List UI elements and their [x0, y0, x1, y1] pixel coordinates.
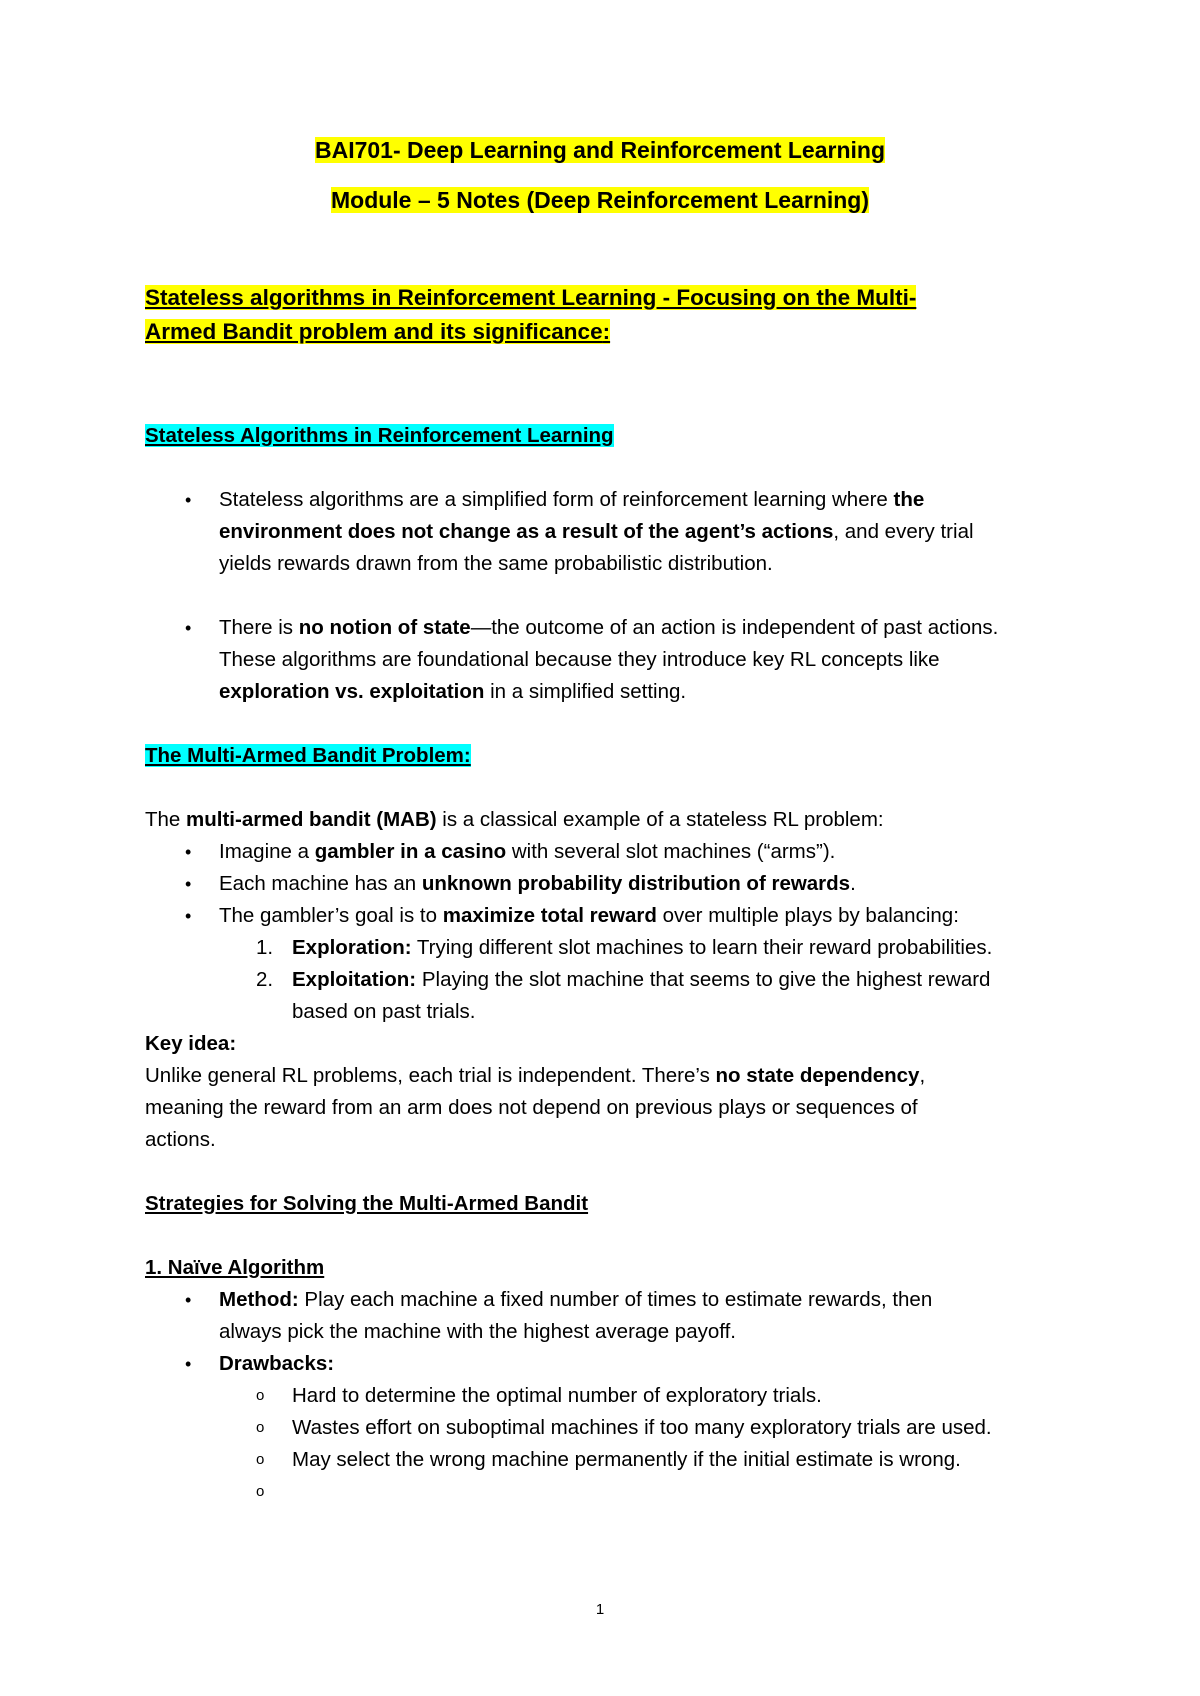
circle-bullet-icon: o	[256, 1483, 265, 1500]
stateless-bullet-1-line-3: yields rewards drawn from the same probabilistic distribution.	[219, 552, 773, 575]
mab-intro: The multi-armed bandit (MAB) is a classical example of a stateless RL problem:	[145, 808, 884, 831]
section-heading: Stateless algorithms in Reinforcement Learning - Focusing on the Multi-	[145, 285, 917, 310]
circle-bullet-icon: o	[256, 1419, 265, 1436]
strategies-heading: Strategies for Solving the Multi-Armed Bandit	[145, 1192, 589, 1215]
method-line-1: Method: Play each machine a fixed number of times to estimate rewards, then	[219, 1288, 933, 1311]
circle-bullet-icon: o	[256, 1387, 265, 1404]
bullet-icon: •	[185, 1354, 192, 1374]
method-line-2: always pick the machine with the highest average payoff.	[219, 1320, 736, 1343]
mab-heading: The Multi-Armed Bandit Problem:	[145, 744, 471, 767]
key-idea-line-1: Unlike general RL problems, each trial is independent. There’s no state dependency,	[145, 1064, 926, 1087]
stateless-bullet-2-line-2: These algorithms are foundational because they introduce key RL concepts like	[219, 648, 940, 671]
drawback-1: Hard to determine the optimal number of exploratory trials.	[292, 1384, 822, 1407]
mab-bullet-2: Each machine has an unknown probability distribution of rewards.	[219, 872, 856, 895]
mab-numbered-2-line-2: based on past trials.	[292, 1000, 476, 1023]
naive-algorithm-heading: 1. Naïve Algorithm	[145, 1256, 325, 1279]
stateless-bullet-2-line-3: exploration vs. exploitation in a simplified setting.	[219, 680, 687, 703]
stateless-heading: Stateless Algorithms in Reinforcement Learning	[145, 424, 614, 447]
drawback-2: Wastes effort on suboptimal machines if too many exploratory trials are used.	[292, 1416, 992, 1439]
key-idea-line-2: meaning the reward from an arm does not depend on previous plays or sequences of	[145, 1096, 918, 1119]
bullet-icon: •	[185, 906, 192, 926]
mab-numbered-1: Exploration: Trying different slot machines to learn their reward probabilities.	[292, 936, 993, 959]
mab-bullet-1: Imagine a gambler in a casino with several slot machines (“arms”).	[219, 840, 836, 863]
key-idea-line-3: actions.	[145, 1128, 216, 1151]
mab-numbered-2: Exploitation: Playing the slot machine that seems to give the highest reward	[292, 968, 991, 991]
stateless-bullet-1-line-2: environment does not change as a result of the agent’s actions, and every trial	[219, 520, 974, 543]
section-heading-line-2: Armed Bandit problem and its significance:	[145, 319, 611, 344]
bullet-icon: •	[185, 490, 192, 510]
page-number: 1	[595, 1601, 605, 1618]
document-title	[0, 136, 1200, 164]
circle-bullet-icon: o	[256, 1451, 265, 1468]
stateless-bullet-2-line-1: There is no notion of state—the outcome of an action is independent of past actions.	[219, 616, 999, 639]
drawback-3: May select the wrong machine permanently if the initial estimate is wrong.	[292, 1448, 961, 1471]
bullet-icon: •	[185, 1290, 192, 1310]
list-number: 2.	[256, 968, 274, 991]
bullet-icon: •	[185, 842, 192, 862]
drawbacks-label: Drawbacks:	[219, 1352, 335, 1375]
title-line-2: Module – 5 Notes (Deep Reinforcement Learning)	[330, 187, 870, 213]
bullet-icon: •	[185, 618, 192, 638]
stateless-bullet-1-line-1: Stateless algorithms are a simplified form of reinforcement learning where the	[219, 488, 925, 511]
bullet-icon: •	[185, 874, 192, 894]
list-number: 1.	[256, 936, 274, 959]
title-line-1: BAI701- Deep Learning and Reinforcement Learning	[314, 137, 885, 163]
document-subtitle	[0, 186, 1200, 214]
mab-bullet-3: The gambler’s goal is to maximize total reward over multiple plays by balancing:	[219, 904, 959, 927]
key-idea-label: Key idea:	[145, 1032, 237, 1055]
